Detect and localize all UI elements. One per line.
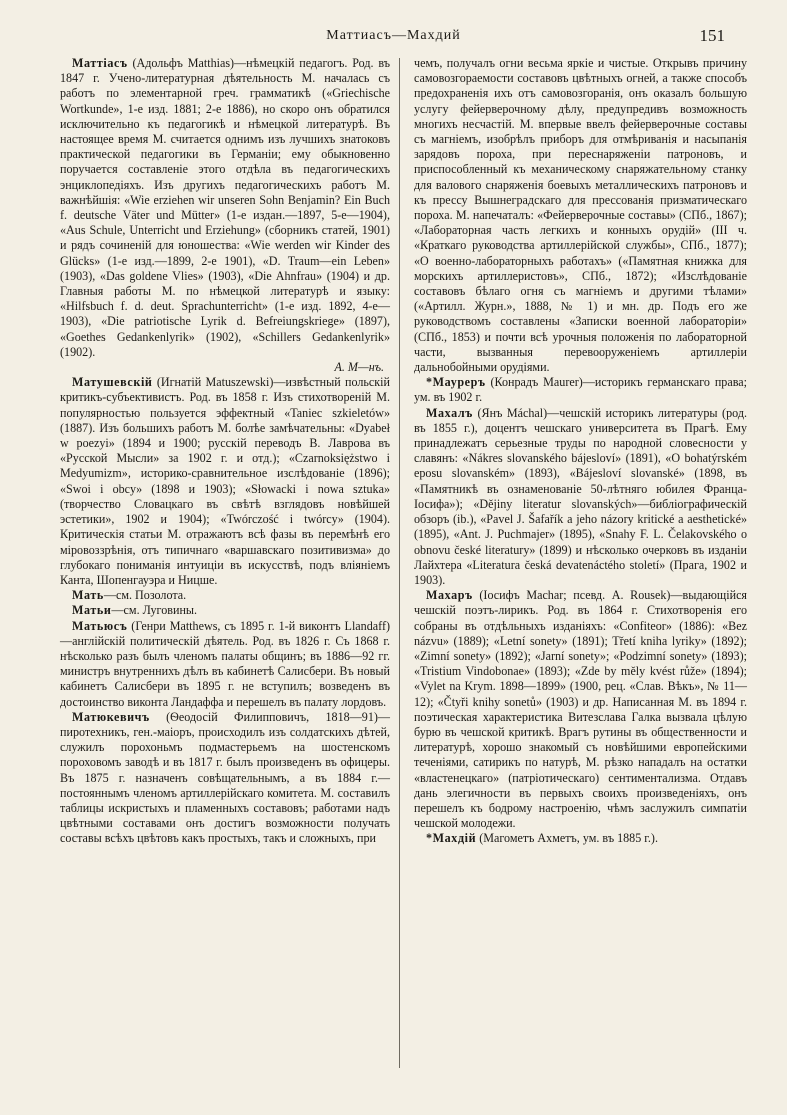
entry-text: (Адольфъ Matthias)—нѣмецкій педагогъ. Род. въ 1847 г. Учено-литературная дѣятельность М. началась съ работъ по элементарной греч. грамматикѣ («Griechische Wortkunde», 1-е изд. 1881; 2-е 1886), но скоро онъ обратился исключительно къ педагогикѣ и нѣмецкой литературѣ. Въ настоящее время М. считается однимъ изъ лучшихъ знатоковъ практической педагогики въ Германіи; ему обыкновенно поручается составленіе этого отдѣла въ педагогическихъ энциклопедіяхъ. Изъ другихъ педагогическихъ работъ М. важнѣйшія: «Wie erziehen wir unseren Sohn Benjamin? Ein Buch f. deutsche Väter und Mütter» (1-е издан.—1897, 5-е—1904), «Aus Schule, Unterricht und Erziehung» (сборникъ статей, 1901) и рядъ сочиненій для юношества: «Wie werden wir Kinder des Glücks» (1-е изд.—1899, 2-е 1901), «D. Traum—ein Leben» (1903), «Das goldene Vlies» (1903), «Die Ahnfrau» (1904) и др. Главныя работы М. по нѣмецкой литературѣ и языку: «Hilfsbuch f. d. deut. Sprachunterricht» (1-е изд. 1892, 4-е—1903), «Die patriotische Lyrik d. Befreiungskriege» (1897), «Goethes Gedankenlyrik» (1902), «Schillers Gedankenlyrik» (1902).: [60, 56, 390, 359]
entry-text: (Генри Matthews, съ 1895 г. 1-й виконтъ Llandaff)—англійскій политическій дѣятель. Род. въ 1826 г. Съ 1868 г. нѣсколько разъ былъ членомъ палаты общинъ; въ 1886—92 гг. министръ внутреннихъ дѣлъ въ кабинетѣ Салисбери. Въ новый кабинетъ Салисбери въ 1895 г. не вступилъ; возведенъ въ достоинство виконта Ландаффа и перешелъ въ палату лордовъ.: [60, 618, 390, 709]
entry-text: —см. Луговины.: [111, 603, 198, 618]
entry-headword: *Махдій: [426, 831, 477, 846]
entry: [60, 375, 390, 588]
entry-headword: *Мауреръ: [426, 375, 486, 390]
entry-text: (Игнатій Matuszewski)—извѣстный польскій критикъ-субъективистъ. Род. въ 1858 г. Изъ стихотвореній М. популярностью пользуется эффектный «Taniec szkieletów» (1887). Изъ большихъ работъ М. болѣе замѣчательны: «Dyabeł w poezyi» (1894 и 1900; русскій переводъ В. Лаврова въ «Русской Мысли» за 1902 г. и отд.); «Czarnoksiężstwo i Medyumizm», историко-сравнительное изслѣдованіе (1896); «Swoi i obcy» (1898 и 1903); «Słowacki i nowa sztuka» (творчество Словацкаго въ свѣтѣ взглядовъ новѣйшей эстетики», 1902 и 1904); «Twórczość i twórcy» (1904). Критическія статьи М. отражаютъ всѣ фазы въ перемѣнѣ его міровоззрѣнія, отъ типичнаго «варшавскаго позитивизма» до глубокаго пониманія интуиціи въ искусствѣ, подъ вліяніемъ Канта, Шопенгауэра и Ницше.: [60, 375, 390, 587]
entry-text: (Янъ Máchal)—чешскій историкъ литературы (род. въ 1855 г.), доцентъ чешскаго университета въ Прагѣ. Ему принадлежатъ серьезные труды по народной словесности у славянъ: «Nákres slovanského bájesloví» (1891), «O bohatýrském eposu slovanském» (1893), «Bájesloví slovanské» (1898, въ «Памятникѣ въ ознаменованіе 50-лѣтняго юбилея Франца-Іосифа»); «Dějiny literatur slovanských»—библіографическій обзоръ (ib.), «Pavel J. Šafařík a jeho názory kritické a aesthetické» (1895), «Ant. J. Puchmajer» (1895), «Snahy F. L. Čelakovského o obnovu české literatury» (1899) и нѣсколько очерковъ въ изданіи Лайхтера «Literatura česká devatenáctého století» (Прага, 1902 и 1903).: [414, 405, 747, 587]
entry: [60, 710, 390, 847]
running-title: Маттиасъ—Махдий: [326, 28, 461, 43]
entry: [414, 588, 747, 831]
entry-headword: Мать: [72, 588, 104, 603]
entry: [60, 56, 390, 375]
page-number: 151: [699, 26, 725, 45]
entry: [60, 619, 390, 710]
entry-headword: Махаръ: [426, 588, 473, 603]
entry: [414, 375, 747, 405]
entry-text: (Конрадъ Maurer)—историкъ германскаго права; ум. въ 1902 г.: [414, 375, 747, 405]
right-column: [414, 56, 747, 847]
entry-text: (Магометъ Ахметъ, ум. въ 1885 г.).: [476, 831, 658, 846]
entry: [414, 831, 747, 846]
entry: [414, 406, 747, 588]
entry-headword: Матюкевичъ: [72, 709, 150, 724]
entry-headword: Маттіасъ: [72, 56, 128, 70]
entry-headword: Махалъ: [426, 405, 473, 420]
entry-text: чемъ, получалъ огни весьма яркіе и чистые. Открывъ причину самовозгораемости составовъ цвѣтныхъ огней, а также способъ предохраненія ихъ отъ самовозгоранія, онъ оказалъ большую услугу фейерверочному дѣлу, предупредивъ возможность многихъ несчастій. М. впервые ввелъ фейерверочные составы съ магніемъ, изобрѣлъ приборъ для отмѣриванія и насыпанія зарядовъ пороха, при переснаряженіи патроновъ, и приспособленный къ механическому снаряжательному станку для валового снаряженія боевыхъ металлическихъ патроновъ и къ прессу Вышнеградскаго для прессованія призматическаго пороха. М. напечаталъ: «Фейерверочные составы» (СПб., 1867); «Лабораторная часть легкихъ и конныхъ орудій» (III ч. «Краткаго руководства артиллерійской службы», СПб., 1877); «О военно-лабораторныхъ работахъ» («Памятная книжка для морскихъ артиллеристовъ», СПб., 1872); «Изслѣдованіе составовъ бѣлаго огня съ магніемъ и другими тѣлами» («Артилл. Журн.», 1888, № 1) и мн. др. Подъ его же руководствомъ составлены «Записки военной лабораторіи» (СПб., 1853) и почти всѣ урочныя положенія по лабораторной части, вызванныя перевооруженіемъ артиллеріи дальнобойными орудіями.: [414, 56, 747, 375]
entry: [60, 603, 390, 618]
entry-continuation: [414, 56, 747, 375]
left-column: [60, 56, 390, 847]
entry-text: (Іосифъ Machar; псевд. A. Rousek)—выдающійся чешскій поэтъ-лирикъ. Род. въ 1864 г. Стихотворенія его собраны въ отдѣльныхъ изданіяхъ: «Confiteor» (1886): «Bez názvu» (1889); «Letní sonety» (1891); Třetí kniha lyriky» (1892); «Zimní sonety» (1892); «Jarní sonety»; «Podzimní sonety» (1893); «Tristium Vindobonae» (1893); «Zde by měly kvést růže» (1894); «Vylet na Krym. 1898—1899» (1900, рец. «Слав. Вѣкъ», № 11—12); «Čtyři knihy sonetů» (1903) и др. Написанная М. въ 1894 г. поэтическая характеристика Витезслава Галка вызвала цѣлую бурю въ чешской критикѣ. Врагъ рутины въ общественности и литературѣ, хорошо знакомый съ новѣйшими европейскими теченіями, сатирикъ по натурѣ, М. рѣзко нападалъ на остатки «властенецкаго» (патріотическаго) сентиментализма. Отдавъ дань элегичности въ первыхъ своихъ произведеніяхъ, онъ перешелъ къ бодрому настроенію, чѣмъ заслужилъ симпатіи чешской молодежи.: [414, 588, 747, 831]
entry-text: (Ѳеодосій Филипповичъ, 1818—91)—пиротехникъ, ген.-маіоръ, происходилъ изъ солдатскихъ дѣтей, служилъ порохоньмъ подмастерьемъ на шостенскомъ пороховомъ заводѣ и въ 1817 г. былъ произведенъ въ офицеры. Въ 1875 г. назначенъ совѣщательнымъ, а въ 1884 г.—постояннымъ членомъ артиллерійскаго комитета. М. составилъ таблицы искристыхъ и пламенныхъ составовъ; работами надъ цвѣтными составами онъ достигъ возможности получать составы всѣхъ цвѣтовъ какъ простыхъ, такъ и сложныхъ, при: [60, 709, 390, 846]
entry-text: —см. Позолота.: [103, 588, 187, 603]
entry-headword: Матушевскій: [72, 375, 153, 390]
entry-headword: Матьи: [72, 603, 112, 618]
entry-headword: Матьюсъ: [72, 618, 128, 633]
entry: [60, 588, 390, 603]
column-divider: [399, 58, 400, 1068]
page-header: [0, 26, 787, 50]
entry-signature: А. М—нъ.: [334, 360, 384, 375]
